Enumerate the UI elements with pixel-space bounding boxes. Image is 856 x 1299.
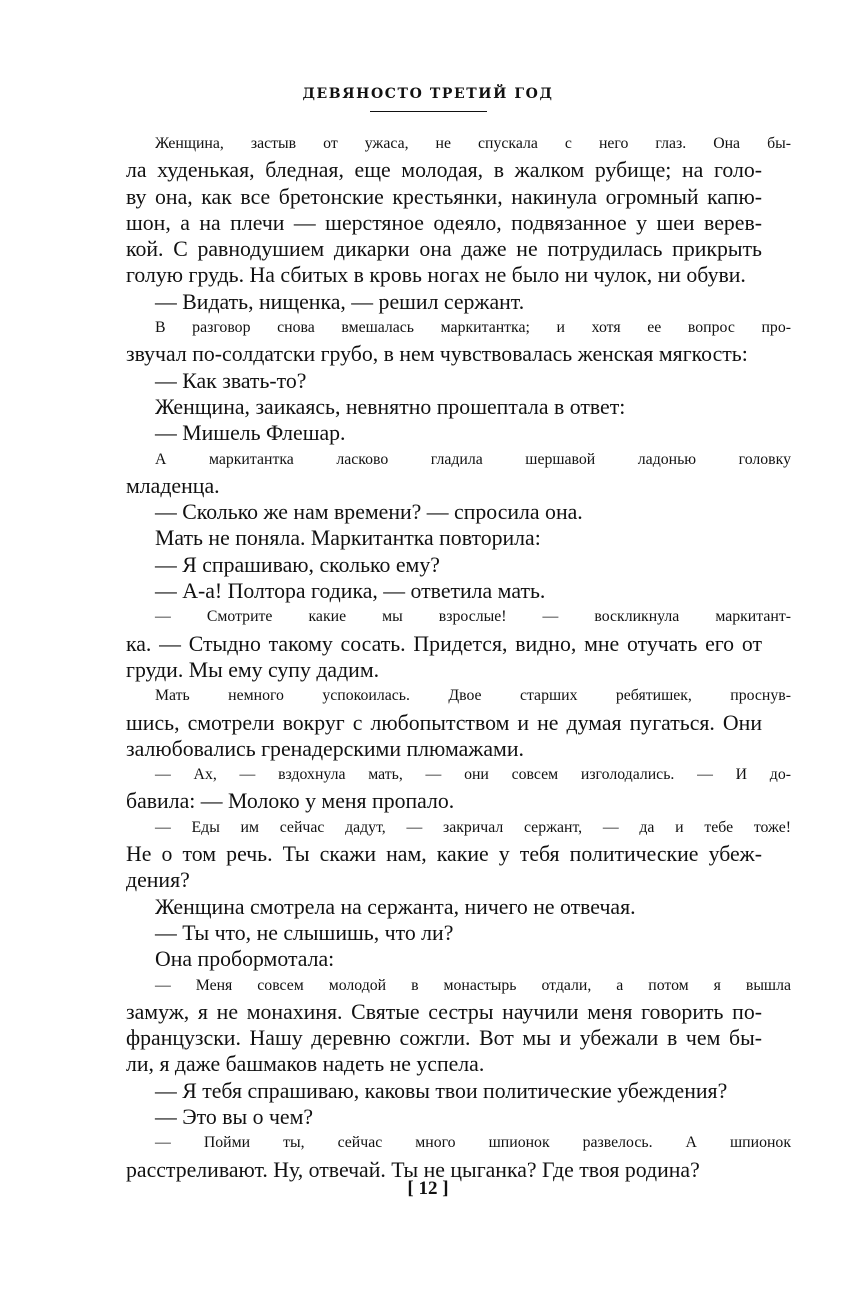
- text-line: Женщина смотрела на сержанта, ничего не отвечая.: [155, 894, 636, 919]
- text-line: Мать немного успокоилась. Двое старших ребятишек, проснув-: [155, 687, 791, 705]
- text-line: голую грудь. На сбитых в кровь ногах не было ни чулок, ни обуви.: [126, 263, 746, 288]
- text-line: французски. Нашу деревню сожгли. Вот мы и убежали в чем бы-: [126, 1026, 762, 1051]
- text-line: Женщина, заикаясь, невнятно прошептала в ответ:: [155, 394, 626, 419]
- text-line: — Пойми ты, сейчас много шпионок развелось. А шпионок: [155, 1134, 791, 1152]
- text-line: Не о том речь. Ты скажи нам, какие у тебя политические убеж-: [126, 842, 762, 867]
- text-line: — Меня совсем молодой в монастырь отдали, а потом я вышла: [155, 976, 791, 994]
- text-line: Мать не поняла. Маркитантка повторила:: [155, 526, 541, 551]
- header-rule: [370, 111, 487, 112]
- text-line: Она пробормотала:: [155, 947, 335, 972]
- text-line: — Я тебя спрашиваю, каковы твои политические убеждения?: [155, 1078, 728, 1103]
- text-line: замуж, я не монахиня. Святые сестры научили меня говорить по-: [126, 999, 762, 1024]
- page-number: [ 12 ]: [407, 1178, 449, 1199]
- text-line: кой. С равнодушием дикарки она даже не потрудилась прикрыть: [126, 237, 762, 262]
- text-line: расстреливают. Ну, отвечай. Ты не цыганка? Где твоя родина?: [126, 1157, 700, 1182]
- text-line: — А-а! Полтора годика, — ответила мать.: [155, 579, 546, 604]
- text-line: — Видать, нищенка, — решил сержант.: [155, 289, 525, 314]
- text-line: шон, а на плечи — шерстяное одеяло, подвязанное у шеи верев-: [126, 210, 762, 235]
- text-line: ли, я даже башмаков надеть не успела.: [126, 1052, 485, 1077]
- text-line: звучал по-солдатски грубо, в нем чувствовалась женская мягкость:: [126, 342, 748, 367]
- text-line: — Это вы о чем?: [155, 1104, 314, 1129]
- text-line: — Ах, — вздохнула мать, — они совсем изголодались. — И до-: [155, 766, 791, 784]
- text-line: младенца.: [126, 473, 220, 498]
- text-line: — Еды им сейчас дадут, — закричал сержант, — да и тебе тоже!: [155, 818, 791, 836]
- text-line: — Мишель Флешар.: [155, 421, 346, 446]
- text-line: бавила: — Молоко у меня пропало.: [126, 789, 455, 814]
- text-line: дения?: [126, 868, 190, 893]
- text-line: ка. — Стыдно такому сосать. Придется, видно, мне отучать его от: [126, 631, 762, 656]
- text-line: ву она, как все бретонские крестьянки, накинула огромный капю-: [126, 184, 762, 209]
- text-line: Женщина, застыв от ужаса, не спускала с него глаз. Она бы-: [155, 135, 791, 152]
- text-line: ла худенькая, бледная, еще молодая, в жалком рубище; на голо-: [126, 158, 762, 183]
- text-line: А маркитантка ласково гладила шершавой ладонью головку: [155, 450, 791, 468]
- text-line: — Я спрашиваю, сколько ему?: [155, 552, 440, 577]
- text-line: — Сколько же нам времени? — спросила она.: [155, 500, 583, 525]
- text-line: — Как звать-то?: [155, 368, 307, 393]
- text-line: груди. Мы ему супу дадим.: [126, 657, 380, 682]
- text-line: — Ты что, не слышишь, что ли?: [155, 920, 454, 945]
- running-head: ДЕВЯНОСТО ТРЕТИЙ ГОД: [302, 86, 554, 102]
- text-line: шись, смотрели вокруг с любопытством и не думая пугаться. Они: [126, 710, 762, 735]
- text-line: — Смотрите какие мы взрослые! — воскликнула маркитант-: [155, 608, 791, 626]
- text-line: залюбовались гренадерскими плюмажами.: [126, 736, 524, 761]
- body-text: [126, 131, 791, 1183]
- text-line: В разговор снова вмешалась маркитантка; и хотя ее вопрос про-: [155, 319, 791, 337]
